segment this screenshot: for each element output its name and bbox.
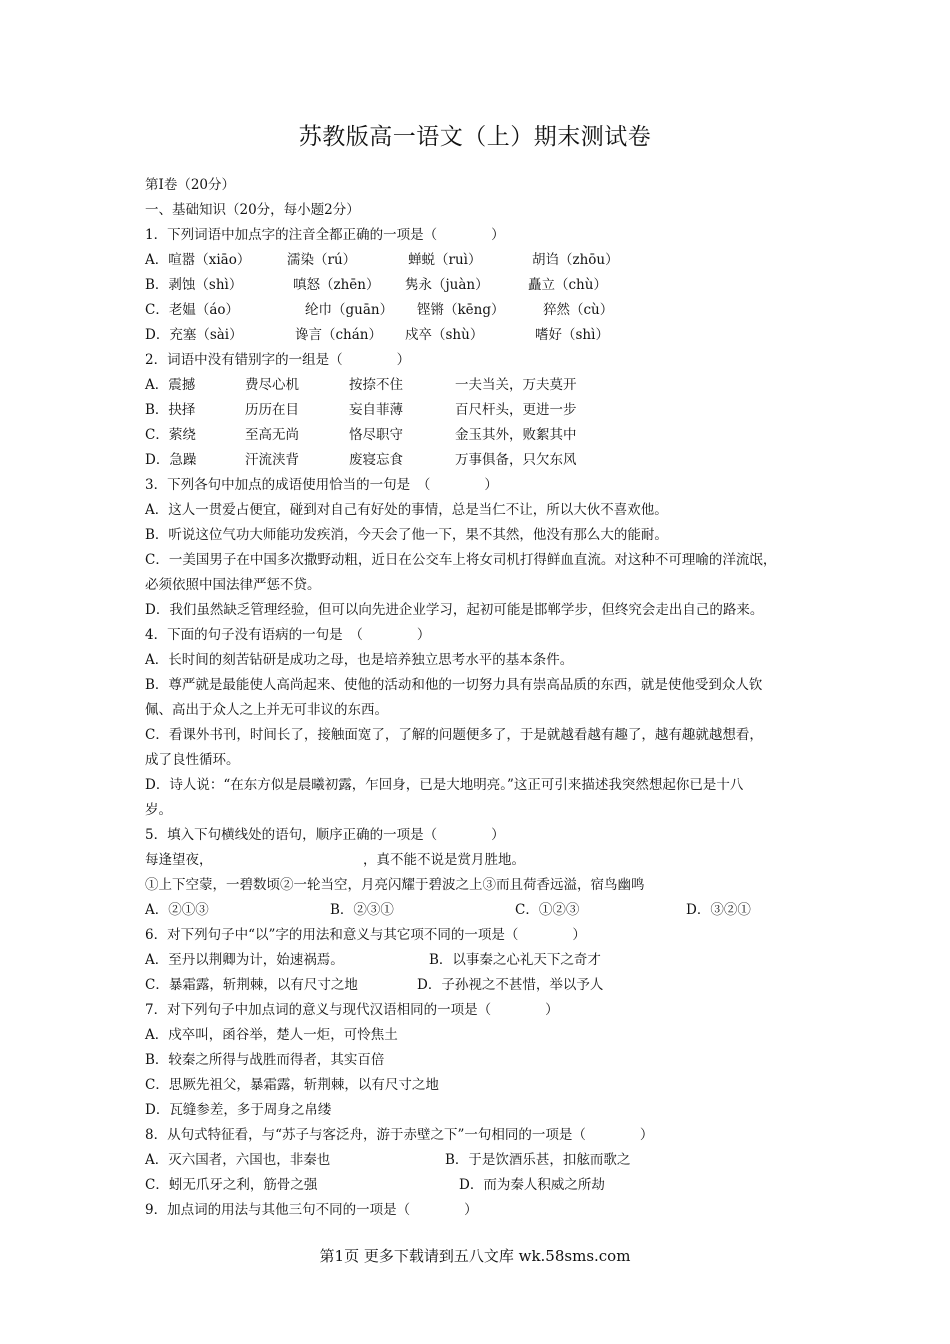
option-a: A．②①③ xyxy=(145,902,209,918)
question-6-options-ab xyxy=(145,951,845,969)
option-d: D．③②① xyxy=(686,902,751,918)
question-2-option-b xyxy=(145,401,845,419)
option-text: D．充塞（sài） xyxy=(145,327,243,343)
question-7-option-b: B．较秦之所得与战胜而得者，其实百倍 xyxy=(145,1052,385,1068)
option-text: 濡染（rú） xyxy=(287,252,357,268)
option-text: 矗立（chù） xyxy=(528,277,607,293)
question-4-option-c: C．看课外书刊，时间长了，接触面宽了，了解的问题便多了，于是就越看越有趣了，越有趣就越想看， xyxy=(145,727,763,743)
option-text: D．急躁 xyxy=(145,452,197,468)
question-3-stem: 3．下列各句中加点的成语使用恰当的一句是 （ ） xyxy=(145,477,498,493)
question-2-option-d xyxy=(145,451,845,469)
option-text: 按捺不住 xyxy=(349,377,403,393)
option-d: D．子孙视之不甚惜，举以予人 xyxy=(417,977,604,993)
option-text: 万事俱备，只欠东风 xyxy=(455,452,577,468)
part-heading: 一、基础知识（20分，每小题2分） xyxy=(145,202,360,218)
sentence-end: ，真不能不说是赏月胜地。 xyxy=(363,852,525,868)
option-text: 至高无尚 xyxy=(245,427,299,443)
option-b: B．以事秦之心礼天下之奇才 xyxy=(429,952,601,968)
option-text: 谗言（chán） xyxy=(295,327,382,343)
option-text: 嗜好（shì） xyxy=(535,327,609,343)
question-8-stem: 8．从句式特征看，与“苏子与客泛舟，游于赤壁之下”一句相同的一项是（ ） xyxy=(145,1127,654,1143)
question-4-option-d: D．诗人说：“在东方似是晨曦初露，乍回身，已是大地明亮。”这正可引来描述我突然想起你已是十八 xyxy=(145,777,744,793)
option-c: C．蚓无爪牙之利，筋骨之强 xyxy=(145,1177,318,1193)
question-5-sentence xyxy=(145,851,845,869)
option-b: B．于是饮酒乐甚，扣舷而歌之 xyxy=(445,1152,631,1168)
option-text: 嗔怒（zhēn） xyxy=(293,277,380,293)
option-text: 妄自菲薄 xyxy=(349,402,403,418)
option-b: B．②③① xyxy=(330,902,394,918)
option-a: A．至丹以荆卿为计，始速祸焉。 xyxy=(145,952,344,968)
question-8-options-ab xyxy=(145,1151,845,1169)
section-heading: 第Ⅰ卷（20分） xyxy=(145,177,236,193)
question-6-options-cd xyxy=(145,976,845,994)
question-3-option-c-cont: 必须依照中国法律严惩不贷。 xyxy=(145,577,321,593)
question-4-stem: 4．下面的句子没有语病的一句是 （ ） xyxy=(145,627,431,643)
option-c: C．①②③ xyxy=(515,902,580,918)
question-4-option-a: A．长时间的刻苦钻研是成功之母，也是培养独立思考水平的基本条件。 xyxy=(145,652,574,668)
question-4-option-b-cont: 佩、高出于众人之上并无可非议的东西。 xyxy=(145,702,388,718)
question-8-options-cd xyxy=(145,1176,845,1194)
option-text: 纶巾（guān） xyxy=(305,302,394,318)
question-1-option-b xyxy=(145,276,845,294)
question-2-stem: 2．词语中没有错别字的一组是（ ） xyxy=(145,352,411,368)
question-5-stem: 5．填入下句横线处的语句，顺序正确的一项是（ ） xyxy=(145,827,505,843)
question-2-option-c xyxy=(145,426,845,444)
option-d: D．而为秦人积威之所劫 xyxy=(459,1177,605,1193)
option-a: A．灭六国者，六国也，非秦也 xyxy=(145,1152,331,1168)
question-7-option-d: D．瓦缝参差，多于周身之帛缕 xyxy=(145,1102,332,1118)
question-7-option-a: A．戍卒叫，函谷举，楚人一炬，可怜焦土 xyxy=(145,1027,398,1043)
question-1-option-c xyxy=(145,301,845,319)
option-text: B．剥蚀（shì） xyxy=(145,277,243,293)
question-3-option-c: C．一美国男子在中国多次撒野动粗，近日在公交车上将女司机打得鲜血直流。对这种不可理喻的洋流氓， xyxy=(145,552,777,568)
question-4-option-d-cont: 岁。 xyxy=(145,802,172,818)
option-text: A．喧嚣（xiāo） xyxy=(145,252,251,268)
question-3-option-d: D．我们虽然缺乏管理经验，但可以向先进企业学习，起初可能是邯郸学步，但终究会走出自己的路来。 xyxy=(145,602,764,618)
question-3-option-b: B．听说这位气功大师能功发疾消，今天会了他一下，果不其然，他没有那么大的能耐。 xyxy=(145,527,668,543)
option-c: C．暴霜露，斩荆棘，以有尺寸之地 xyxy=(145,977,358,993)
question-2-option-a xyxy=(145,376,845,394)
question-7-option-c: C．思厥先祖父，暴霜露，斩荆棘，以有尺寸之地 xyxy=(145,1077,439,1093)
option-text: C．老媪（áo） xyxy=(145,302,240,318)
question-1-stem: 1．下列词语中加点字的注音全都正确的一项是（ ） xyxy=(145,227,505,243)
question-1-option-a xyxy=(145,251,845,269)
option-text: 猝然（cù） xyxy=(543,302,614,318)
option-text: 费尽心机 xyxy=(245,377,299,393)
question-4-option-c-cont: 成了良性循环。 xyxy=(145,752,240,768)
option-text: 隽永（juàn） xyxy=(405,277,489,293)
page-footer: 第1页 更多下载请到五八文库 wk.58sms.com xyxy=(319,1247,631,1265)
option-text: 汗流浃背 xyxy=(245,452,299,468)
option-text: C．萦绕 xyxy=(145,427,196,443)
option-text: 铿锵（kēng） xyxy=(417,302,505,318)
option-text: 历历在目 xyxy=(245,402,299,418)
question-7-stem: 7．对下列句子中加点词的意义与现代汉语相同的一项是（ ） xyxy=(145,1002,559,1018)
option-text: 百尺杆头，更进一步 xyxy=(455,402,577,418)
question-4-option-b: B．尊严就是最能使人高尚起来、使他的活动和他的一切努力具有崇高品质的东西，就是使他受到众人钦 xyxy=(145,677,763,693)
option-text: 戍卒（shù） xyxy=(405,327,484,343)
option-text: 一夫当关，万夫莫开 xyxy=(455,377,577,393)
option-text: 胡诌（zhōu） xyxy=(532,252,619,268)
question-5-fragments: ①上下空蒙，一碧数顷②一轮当空，月亮闪耀于碧波之上③而且荷香远溢，宿鸟幽鸣 xyxy=(145,877,645,893)
question-5-options xyxy=(145,901,845,919)
option-text: 蝉蜕（ruì） xyxy=(408,252,482,268)
sentence-start: 每逢望夜， xyxy=(145,852,213,868)
option-text: 恪尽职守 xyxy=(349,427,403,443)
page-title: 苏教版高一语文（上）期末测试卷 xyxy=(298,124,652,150)
question-1-option-d xyxy=(145,326,845,344)
option-text: A．震撼 xyxy=(145,377,196,393)
option-text: B．抉择 xyxy=(145,402,196,418)
option-text: 金玉其外，败絮其中 xyxy=(455,427,577,443)
question-6-stem: 6．对下列句子中“以”字的用法和意义与其它项不同的一项是（ ） xyxy=(145,927,586,943)
question-3-option-a: A．这人一贯爱占便宜，碰到对自己有好处的事情，总是当仁不让，所以大伙不喜欢他。 xyxy=(145,502,668,518)
option-text: 废寝忘食 xyxy=(349,452,403,468)
question-9-stem: 9．加点词的用法与其他三句不同的一项是（ ） xyxy=(145,1202,478,1218)
